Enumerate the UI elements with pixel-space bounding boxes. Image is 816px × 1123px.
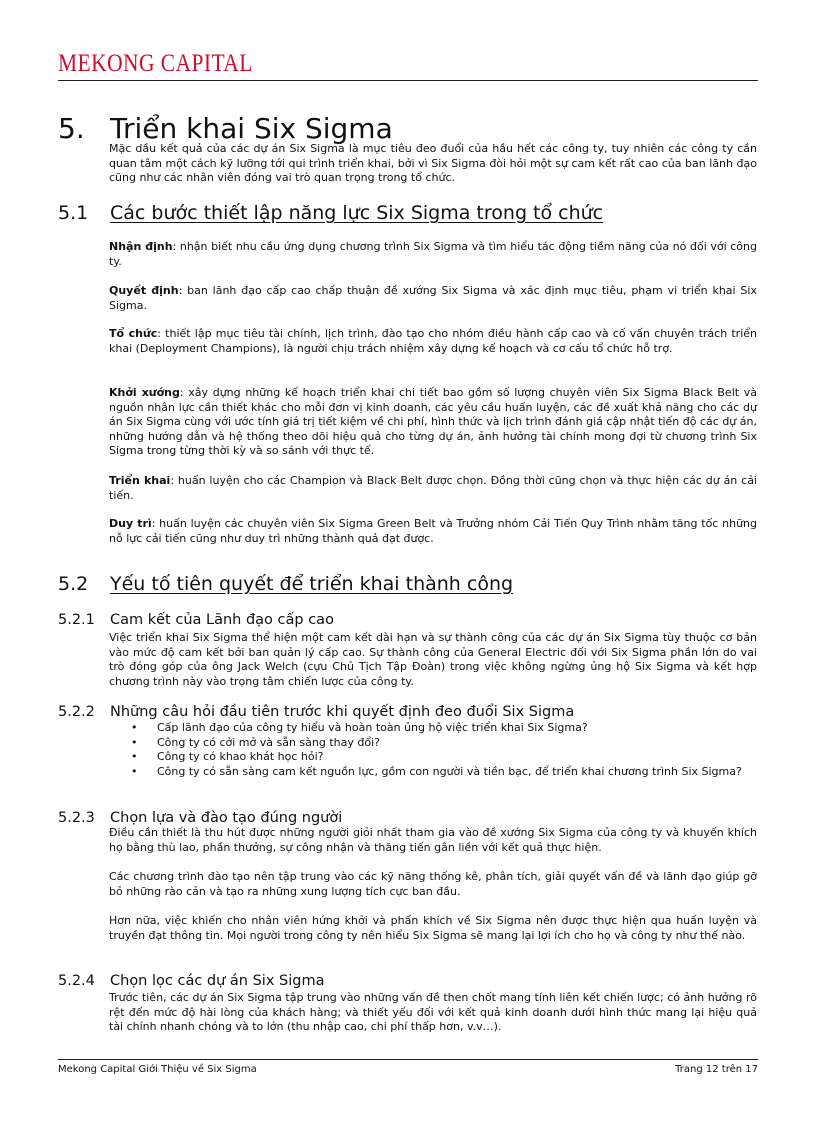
section-5-2-heading [58,573,513,595]
step-term: Tổ chức [109,327,158,340]
section-number: 5. [58,112,85,145]
step-paragraph [109,240,757,269]
section-title: Triển khai Six Sigma [110,112,393,145]
step-term: Nhận định [109,240,173,253]
page-number: Trang 12 trên 17 [675,1064,758,1075]
step-text: : ban lãnh đạo cấp cao chấp thuận đề xướng Six Sigma và xác định mục tiêu, phạm vi triển khai Six Sigma. [109,284,757,312]
step-paragraph [109,474,757,503]
section-title: Chọn lựa và đào tạo đúng người [110,810,343,826]
section-5-intro: Mặc dầu kết quả của các dự án Six Sigma là mục tiêu đeo đuổi của hầu hết các công ty, tuy nhiên các công ty cần quan tâm một cách kỹ lưỡng tới qui trình triển khai, bởi vì Six Sigma đòi hỏi một sự cam kết rất cao của ban lãnh đạo cũng như các nhân viên đóng vai trò quan trọng trong tổ chức. [109,142,757,184]
section-number: 5.1 [58,202,89,224]
section-5-2-1-text: Việc triển khai Six Sigma thể hiện một cam kết dài hạn và sự thành công của các dự án Six Sigma tùy thuộc cơ bản vào mức độ cam kết bởi ban quản lý cấp cao. Sự thành công của General Electric đối với Six Sigma phần lớn do vai trò đóng góp của ông Jack Welch (cựu Chủ Tịch Tập Đoàn) trong việc không ngừng ủng hộ Six Sigma và kết hợp chương trình này vào trọng tâm chiến lược của công ty. [109,631,757,688]
list-item: • Cấp lãnh đạo của công ty hiểu và hoàn toàn ủng hộ việc triển khai Six Sigma? [109,721,757,736]
section-number: 5.2.3 [58,810,95,826]
section-number: 5.2.4 [58,973,95,989]
step-paragraph [109,327,757,356]
question-list [109,721,757,779]
company-logo: MEKONG CAPITAL [58,50,253,77]
step-text: : nhận biết nhu cầu ứng dụng chương trình Six Sigma và tìm hiểu tác động tiềm năng của nó đối với công ty. [109,240,757,268]
step-term: Khởi xướng [109,386,180,399]
step-paragraph [109,386,757,459]
section-title: Các bước thiết lập năng lực Six Sigma trong tổ chức [110,202,604,224]
section-number: 5.2.2 [58,704,95,720]
step-text: : thiết lập mục tiêu tài chính, lịch trình, đào tạo cho nhóm điều hành cấp cao và cố vấn chuyên trách triển khai (Deployment Champions), là người chịu trách nhiệm xây dựng kế hoạch và cơ cấu tổ chức hỗ trợ. [109,327,757,355]
step-term: Quyết định [109,284,179,297]
step-text: : huấn luyện các chuyên viên Six Sigma Green Belt và Trưởng nhóm Cải Tiến Quy Trình nhằm tăng tốc những nỗ lực cải tiến cũng như duy trì những thành quả đạt được. [109,517,757,545]
section-number: 5.2.1 [58,612,95,628]
section-5-2-4-text: Trước tiên, các dự án Six Sigma tập trung vào những vấn đề then chốt mang tính liên kết chiến lược; có ảnh hưởng rõ rệt đến mức độ hài lòng của khách hàng; và thiết yếu đối với kết quả kinh doanh dưới hình thức mang lại hiệu quả tài chính nhanh chóng và to lớn (thu nhập cao, chi phí thấp hơn, v.v…). [109,991,757,1033]
footer-divider [58,1059,758,1060]
section-5-2-4-heading [58,973,324,989]
section-5-2-3-paragraph: Điều cần thiết là thu hút được những người giỏi nhất tham gia vào đề xướng Six Sigma của công ty và khuyến khích họ bằng thù lao, phần thưởng, sự công nhận và thăng tiến gắn liền với kết quả thực hiện. [109,826,757,854]
step-text: : huấn luyện cho các Champion và Black Belt được chọn. Đồng thời cũng chọn và thực hiện các dự án cải tiến. [109,474,757,502]
step-paragraph [109,517,757,546]
step-paragraph [109,284,757,313]
section-5-1-heading [58,202,603,224]
section-title: Những câu hỏi đầu tiên trước khi quyết định đeo đuổi Six Sigma [110,704,575,720]
step-term: Duy trì [109,517,152,530]
section-5-2-3-paragraph: Các chương trình đào tạo nên tập trung vào các kỹ năng thống kê, phân tích, giải quyết vấn đề và lãnh đạo giúp gỡ bỏ những rào cản và tạo ra những xung lượng tích cực ban đầu. [109,870,757,898]
list-item: • Công ty có cởi mở và sẵn sàng thay đổi? [109,736,757,751]
list-item: • Công ty có khao khát học hỏi? [109,750,757,765]
section-5-2-3-heading [58,810,342,826]
section-5-2-1-heading [58,612,334,628]
step-text: : xây dựng những kế hoạch triển khai chi tiết bao gồm số lượng chuyên viên Six Sigma Black Belt và nguồn nhân lực cần thiết khác cho mỗi đơn vị kinh doanh, các yêu cầu huấn luyện, các đề xuất khả năng cho các dự án Six Sigma cùng với ước tính giá trị tiết kiệm về chi phí, hình thức và lịch trình đánh giá cập nhật tiến độ các dự án, những hướng dẫn và hệ thống theo dõi hiệu quả cho từng dự án, ảnh hưởng tài chính mong đợi từ chương trình Six Sigma trong từng thời kỳ và so sánh với thực tế. [109,386,757,457]
section-number: 5.2 [58,573,89,595]
list-item: • Công ty có sẵn sàng cam kết nguồn lực, gồm con người và tiền bạc, để triển khai chương trình Six Sigma? [109,765,757,780]
step-term: Triển khai [109,474,171,487]
section-title: Cam kết của Lãnh đạo cấp cao [110,612,334,628]
section-5-2-3-paragraph: Hơn nữa, việc khiến cho nhân viên hứng khởi và phấn khích về Six Sigma nên được thực hiện qua huấn luyện và truyền đạt thông tin. Mọi người trong công ty nên hiểu Six Sigma sẽ mang lại lợi ích cho họ và công ty như thế nào. [109,914,757,942]
footer-title: Mekong Capital Giới Thiệu về Six Sigma [58,1064,257,1075]
section-5-2-2-heading [58,704,574,720]
section-title: Yếu tố tiên quyết để triển khai thành công [110,573,514,595]
section-5-heading [58,112,393,145]
header-divider [58,80,758,81]
section-title: Chọn lọc các dự án Six Sigma [110,973,325,989]
